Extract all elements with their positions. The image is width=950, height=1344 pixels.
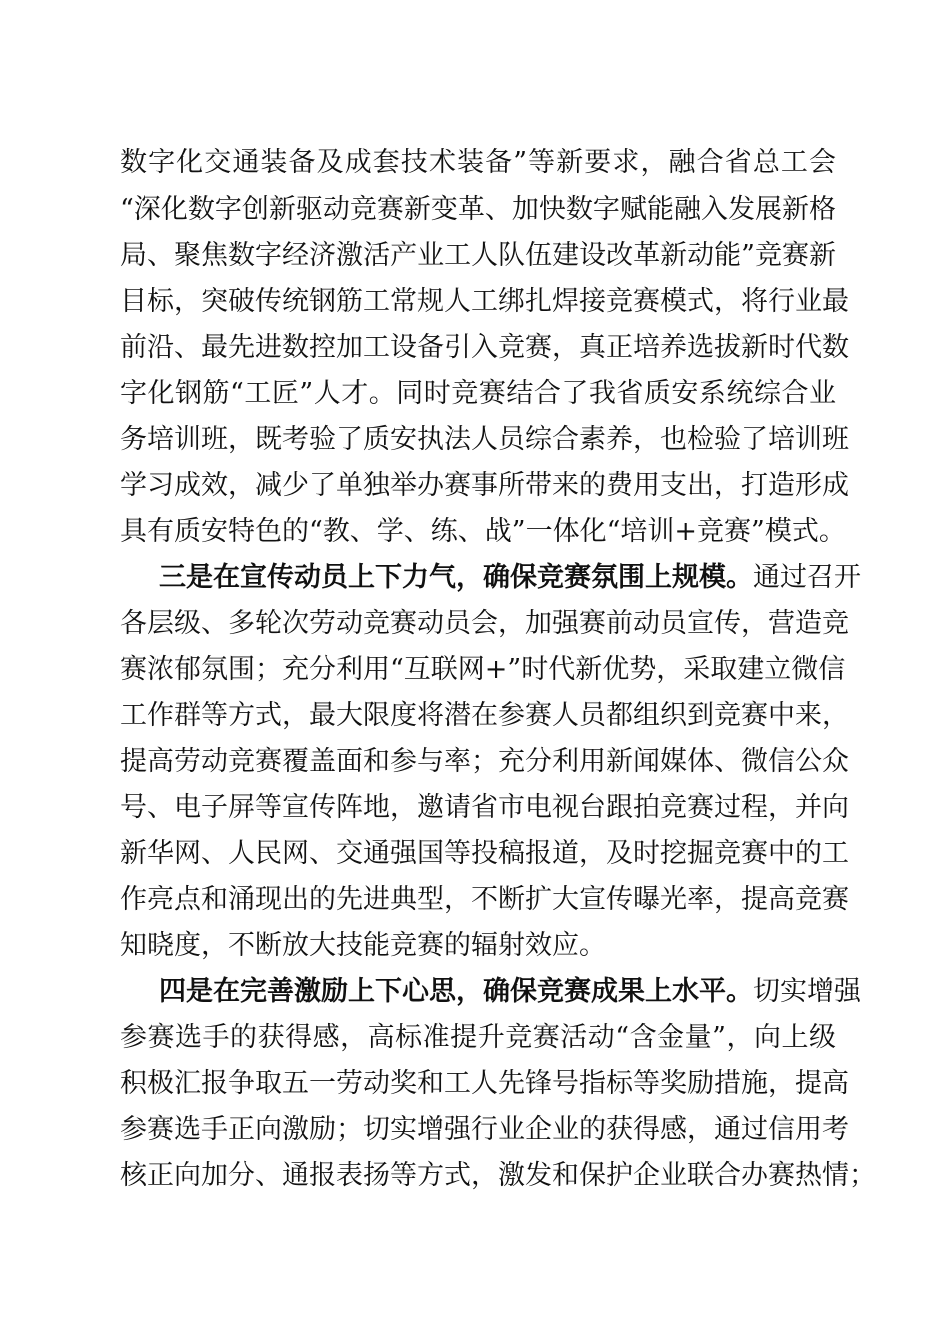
paragraph1-line-2: “深化数字创新驱动竞赛新变革、加快数字赋能融入发展新格 — [120, 194, 836, 225]
paragraph2-line-7: 新华网、人民网、交通强国等投稿报道，及时挖掘竞赛中的工 — [120, 838, 849, 869]
paragraph2-line-4: 工作群等方式，最大限度将潜在参赛人员都组织到竞赛中来， — [120, 700, 849, 731]
paragraph2-heading: 三是在宣传动员上下力气，确保竞赛氛围上规模。 — [159, 562, 753, 593]
paragraph2-first-line — [159, 558, 861, 598]
paragraph2-line-2: 各层级、多轮次劳动竞赛动员会，加强赛前动员宣传，营造竞 — [120, 608, 849, 639]
paragraph1-line-7: 务培训班，既考验了质安执法人员综合素养，也检验了培训班 — [120, 424, 849, 455]
paragraph3-first-line-rest: 切实增强 — [753, 976, 861, 1007]
paragraph1-line-9: 具有质安特色的“教、学、练、战”一体化“培训+竞赛”模式。 — [120, 516, 846, 547]
paragraph1-line-3: 局、聚焦数字经济激活产业工人队伍建设改革新动能”竞赛新 — [120, 240, 836, 271]
paragraph1-line-5: 前沿、最先进数控加工设备引入竞赛，真正培养选拔新时代数 — [120, 332, 849, 363]
paragraph2-line-8: 作亮点和涌现出的先进典型，不断扩大宣传曝光率，提高竞赛 — [120, 884, 849, 915]
paragraph3-line-4: 参赛选手正向激励；切实增强行业企业的获得感，通过信用考 — [120, 1114, 849, 1145]
paragraph1-line-1: 数字化交通装备及成套技术装备”等新要求，融合省总工会 — [120, 147, 836, 178]
paragraph2-first-line-rest: 通过召开 — [753, 562, 861, 593]
paragraph3-first-line — [159, 972, 861, 1012]
paragraph3-line-2: 参赛选手的获得感，高标准提升竞赛活动“含金量”，向上级 — [120, 1022, 836, 1053]
paragraph3-line-5: 核正向加分、通报表扬等方式，激发和保护企业联合办赛热情； — [120, 1160, 876, 1191]
paragraph2-line-5: 提高劳动竞赛覆盖面和参与率；充分利用新闻媒体、微信公众 — [120, 746, 849, 777]
paragraph3-line-3: 积极汇报争取五一劳动奖和工人先锋号指标等奖励措施，提高 — [120, 1068, 849, 1099]
paragraph3-heading: 四是在完善激励上下心思，确保竞赛成果上水平。 — [159, 976, 753, 1007]
paragraph2-line-6: 号、电子屏等宣传阵地，邀请省市电视台跟拍竞赛过程，并向 — [120, 792, 849, 823]
paragraph2-line-3: 赛浓郁氛围；充分利用“互联网+”时代新优势，采取建立微信 — [120, 654, 846, 685]
paragraph1-line-4: 目标，突破传统钢筋工常规人工绑扎焊接竞赛模式，将行业最 — [120, 286, 849, 317]
paragraph1-line-6: 字化钢筋“工匠”人才。同时竞赛结合了我省质安系统综合业 — [120, 378, 836, 409]
paragraph2-line-9: 知晓度，不断放大技能竞赛的辐射效应。 — [120, 930, 606, 961]
paragraph1-line-8: 学习成效，减少了单独举办赛事所带来的费用支出，打造形成 — [120, 470, 849, 501]
